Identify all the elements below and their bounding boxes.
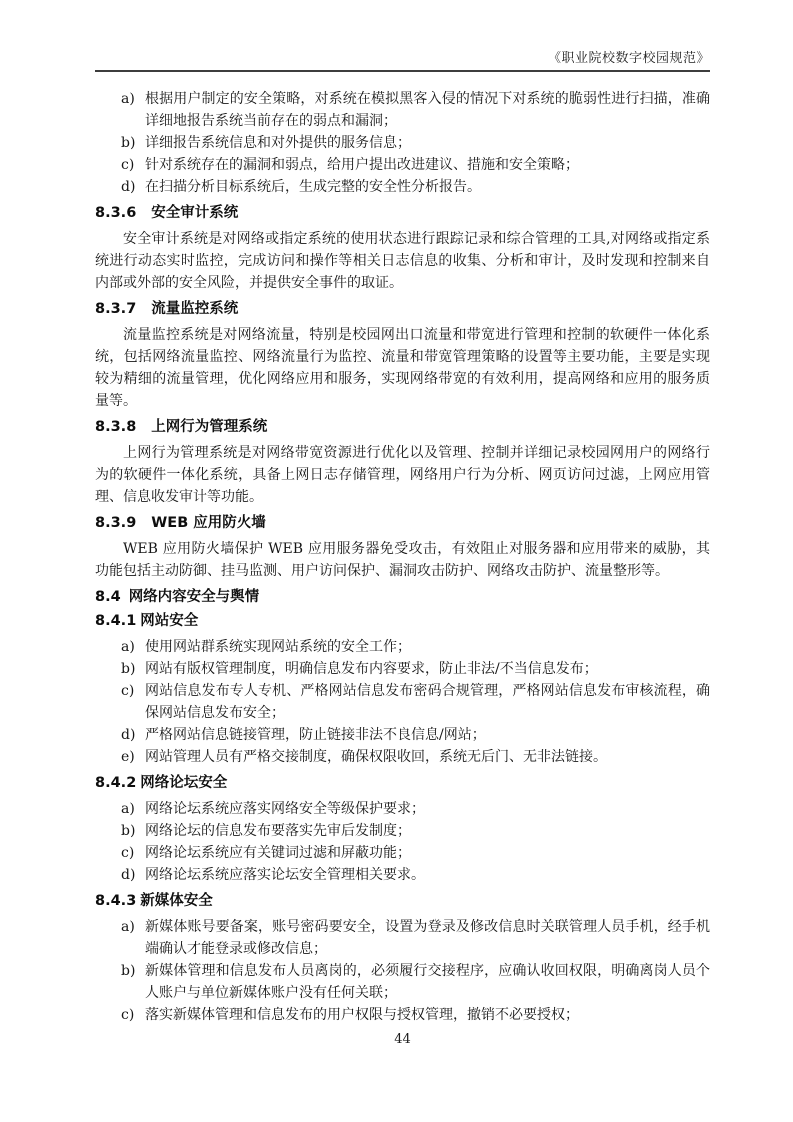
list-item-label: b) xyxy=(121,823,136,839)
section-number: 8.4 xyxy=(95,589,121,605)
section-paragraph: WEB 应用防火墙保护 WEB 应用服务器免受攻击，有效阻止对服务器和应用带来的威胁，其功能包括主动防御、挂马监测、用户访问保护、漏洞攻击防护、网络攻击防护、流量整形等。 xyxy=(95,541,710,579)
list-item-label: a) xyxy=(121,639,135,655)
section-title: 网络论坛安全 xyxy=(140,775,228,791)
section-number: 8.4.1 xyxy=(95,613,137,629)
list-item-label: c) xyxy=(121,683,135,699)
list-item-text: 网站有版权管理制度，明确信息发布内容要求，防止非法/不当信息发布； xyxy=(145,661,598,677)
list-item-label: c) xyxy=(121,1007,135,1023)
list-item-text: 详细报告系统信息和对外提供的服务信息； xyxy=(145,135,411,151)
list-item-text: 针对系统存在的漏洞和弱点，给用户提出改进建议、措施和安全策略； xyxy=(145,157,579,173)
list-item-label: d) xyxy=(121,867,136,883)
section-title: 安全审计系统 xyxy=(151,205,239,221)
section-number: 8.3.6 xyxy=(95,205,137,221)
list-item-text: 新媒体账号要备案，账号密码要安全，设置为登录及修改信息时关联管理人员手机，经手机端确认才能登录或修改信息； xyxy=(145,919,710,957)
list-item-text: 落实新媒体管理和信息发布的用户权限与授权管理，撤销不必要授权； xyxy=(145,1007,579,1023)
list-item-text: 网站管理人员有严格交接制度，确保权限收回，系统无后门、无非法链接。 xyxy=(145,749,607,765)
list-item-label: a) xyxy=(121,801,135,817)
list-item-label: b) xyxy=(121,135,136,151)
section-number: 8.3.8 xyxy=(95,419,137,435)
list-item xyxy=(121,154,710,176)
list-item-text: 严格网站信息链接管理，防止链接非法不良信息/网站； xyxy=(145,727,486,743)
section-number: 8.4.2 xyxy=(95,775,137,791)
section-paragraph: 流量监控系统是对网络流量，特别是校园网出口流量和带宽进行管理和控制的软硬件一体化系统，包括网络流量监控、网络流量行为监控、流量和带宽管理策略的设置等主要功能，主要是实现较为精细的流量管理，优化网络应用和服务，实现网络带宽的有效利用，提高网络和应用的服务质量等。 xyxy=(95,327,710,409)
website-security-list xyxy=(95,636,710,768)
forum-security-list xyxy=(95,798,710,886)
list-item-label: e) xyxy=(121,749,135,765)
new-media-security-list xyxy=(95,916,710,1026)
list-item xyxy=(121,864,710,886)
list-item xyxy=(121,176,710,198)
section-heading-8-4-1 xyxy=(95,612,710,630)
list-item-text: 网络论坛系统应落实论坛安全管理相关要求。 xyxy=(145,867,425,883)
section-heading-8-3-6 xyxy=(95,204,710,222)
section-number: 8.4.3 xyxy=(95,893,137,909)
list-item-label: c) xyxy=(121,845,135,861)
section-heading-8-3-7 xyxy=(95,300,710,318)
intro-alpha-list xyxy=(95,88,710,198)
list-item xyxy=(121,88,710,132)
section-title: 新媒体安全 xyxy=(140,893,213,909)
list-item-label: a) xyxy=(121,91,135,107)
section-heading-8-3-9 xyxy=(95,514,710,532)
list-item-label: c) xyxy=(121,157,135,173)
list-item-text: 根据用户制定的安全策略，对系统在模拟黑客入侵的情况下对系统的脆弱性进行扫描，准确详细地报告系统当前存在的弱点和漏洞； xyxy=(145,91,710,129)
list-item-text: 使用网站群系统实现网站系统的安全工作； xyxy=(145,639,411,655)
section-heading-8-4 xyxy=(95,588,710,606)
list-item xyxy=(121,658,710,680)
list-item-text: 网络论坛的信息发布要落实先审后发制度； xyxy=(145,823,411,839)
header-rule xyxy=(95,70,710,72)
list-item-label: d) xyxy=(121,727,136,743)
list-item-label: d) xyxy=(121,179,136,195)
page-header-title: 《职业院校数字校园规范》 xyxy=(547,51,710,66)
list-item xyxy=(121,960,710,1004)
list-item xyxy=(121,1004,710,1026)
list-item xyxy=(121,842,710,864)
list-item xyxy=(121,798,710,820)
list-item xyxy=(121,916,710,960)
section-number: 8.3.7 xyxy=(95,301,137,317)
list-item xyxy=(121,680,710,724)
list-item-text: 网络论坛系统应落实网络安全等级保护要求； xyxy=(145,801,425,817)
section-title: 上网行为管理系统 xyxy=(151,419,268,435)
list-item xyxy=(121,132,710,154)
section-paragraph: 上网行为管理系统是对网络带宽资源进行优化以及管理、控制并详细记录校园网用户的网络行为的软硬件一体化系统，具备上网日志存储管理，网络用户行为分析、网页访问过滤，上网应用管理、信息收发审计等功能。 xyxy=(95,445,710,505)
list-item-label: b) xyxy=(121,661,136,677)
section-heading-8-4-3 xyxy=(95,892,710,910)
section-number: 8.3.9 xyxy=(95,515,137,531)
list-item-text: 网络论坛系统应有关键词过滤和屏蔽功能； xyxy=(145,845,411,861)
list-item xyxy=(121,636,710,658)
list-item xyxy=(121,724,710,746)
list-item-text: 在扫描分析目标系统后，生成完整的安全性分析报告。 xyxy=(145,179,481,195)
section-heading-8-4-2 xyxy=(95,774,710,792)
list-item-label: a) xyxy=(121,919,135,935)
list-item xyxy=(121,820,710,842)
section-title: 网站安全 xyxy=(140,613,199,629)
list-item-text: 网站信息发布专人专机、严格网站信息发布密码合规管理，严格网站信息发布审核流程，确保网站信息发布安全； xyxy=(145,683,710,721)
section-paragraph: 安全审计系统是对网络或指定系统的使用状态进行跟踪记录和综合管理的工具,对网络或指定系统进行动态实时监控，完成访问和操作等相关日志信息的收集、分析和审计，及时发现和控制来自内部或外部的安全风险，并提供安全事件的取证。 xyxy=(95,231,710,291)
list-item xyxy=(121,746,710,768)
section-title: 网络内容安全与舆情 xyxy=(128,589,260,605)
list-item-text: 新媒体管理和信息发布人员离岗的，必须履行交接程序，应确认收回权限，明确离岗人员个人账户与单位新媒体账户没有任何关联； xyxy=(145,963,710,1001)
section-heading-8-3-8 xyxy=(95,418,710,436)
section-title: 流量监控系统 xyxy=(151,301,239,317)
page-content xyxy=(95,88,710,1032)
section-title: WEB 应用防火墙 xyxy=(151,515,266,531)
list-item-label: b) xyxy=(121,963,136,979)
page-number: 44 xyxy=(394,1032,411,1047)
